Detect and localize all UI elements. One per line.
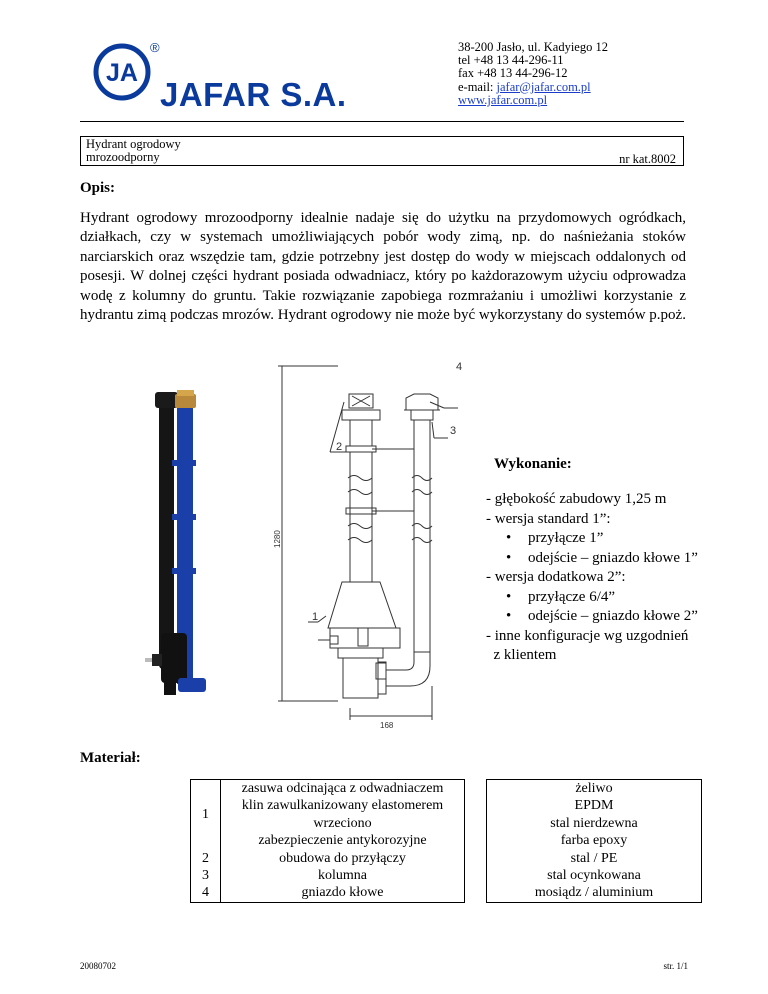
execution-bullet: • odejście – gniazdo kłowe 2” (486, 607, 698, 627)
company-name: JAFAR S.A. (160, 76, 347, 113)
address-line: 38-200 Jasło, ul. Kadyiego 12 (458, 40, 608, 54)
table-cell-number: 4 (191, 884, 221, 902)
table-gap (465, 780, 487, 798)
table-gap (465, 815, 487, 832)
product-name (86, 138, 181, 164)
table-cell-description: zasuwa odcinająca z odwadniaczem (221, 780, 465, 798)
phone-line: tel +48 13 44-296-11 (458, 53, 564, 68)
material-heading: Materiał: (80, 750, 141, 766)
product-name-line2: mrozoodporny (86, 150, 160, 164)
execution-bullet: • przyłącze 6/4” (486, 588, 698, 608)
fax-line: fax +48 13 44-296-12 (458, 66, 568, 81)
logo-letters: JA (106, 59, 138, 87)
page-number: str. 1/1 (663, 961, 688, 971)
table-cell-material: farba epoxy (487, 832, 702, 849)
table-cell-description: zabezpieczenie antykorozyjne (221, 832, 465, 849)
width-dimension: 168 (380, 721, 394, 730)
hydrant-photo (145, 388, 225, 706)
header-rule (80, 121, 684, 122)
table-row (191, 797, 702, 814)
table-cell-material: stal nierdzewna (487, 815, 702, 832)
table-row (191, 832, 702, 849)
table-cell-number: 3 (191, 867, 221, 884)
catalog-number: nr kat.8002 (619, 152, 676, 166)
table-gap (465, 832, 487, 849)
execution-bullet: • przyłącze 1” (486, 529, 698, 549)
table-cell-description: klin zawulkanizowany elastomerem (221, 797, 465, 814)
drawing-label-2: 2 (336, 441, 343, 453)
table-row (191, 884, 702, 902)
table-cell-description: gniazdo kłowe (221, 884, 465, 902)
document-date: 20080702 (80, 961, 116, 971)
execution-item: - wersja dodatkowa 2”: (486, 569, 626, 585)
email-prefix: e-mail: (458, 79, 497, 94)
table-cell-material: EPDM (487, 797, 702, 814)
description-text: Hydrant ogrodowy mrozoodporny idealnie nadaje się do użytku na przydomowych ogródkach, działkach, czy w systemach umożliwiających pobór wody zimą, np. do naśnieżania stoków narciarskich oraz wszędzie tam, gdzie potrzebny jest dostęp do wody w miejscach oddalonych od posesji. W dolnej części hydrant posiada odwadniacz, który po każdorazowym użyciu odprowadza wodę z kolumny do gruntu. Takie rozwiązanie zapobiega rozmrażaniu i umożliwi korzystanie z hydrantu zimą podczas mrozów. Hydrant ogrodowy nie może być wykorzystany do systemów p.poż. (80, 210, 686, 324)
table-row (191, 815, 702, 832)
execution-heading: Wykonanie: (494, 456, 572, 472)
table-gap (465, 850, 487, 867)
table-cell-material: mosiądz / aluminium (487, 884, 702, 902)
website-line (458, 94, 608, 107)
drawing-label-4: 4 (456, 361, 463, 373)
table-cell-number: 2 (191, 850, 221, 867)
email-link[interactable]: jafar@jafar.com.pl (496, 79, 591, 94)
table-row (191, 867, 702, 884)
description-heading: Opis: (80, 180, 116, 196)
table-gap (465, 797, 487, 814)
company-address (458, 41, 608, 107)
product-name-line1: Hydrant ogrodowy (86, 137, 181, 151)
execution-bullet: • odejście – gniazdo kłowe 1” (486, 549, 698, 569)
table-cell-material: stal ocynkowana (487, 867, 702, 884)
drawing-label-3: 3 (450, 425, 457, 437)
registered-mark: ® (150, 40, 160, 55)
drawing-label-1: 1 (312, 611, 319, 623)
height-dimension: 1280 (273, 530, 282, 548)
table-cell-description: wrzeciono (221, 815, 465, 832)
execution-item: - wersja standard 1”: (486, 510, 611, 527)
table-cell-material: żeliwo (487, 780, 702, 798)
table-cell-number: 1 (191, 780, 221, 850)
material-table (190, 779, 702, 903)
execution-item: - głębokość zabudowy 1,25 m (486, 491, 667, 507)
table-gap (465, 867, 487, 884)
company-logo (92, 42, 152, 102)
execution-item: z klientem (486, 647, 557, 663)
table-cell-material: stal / PE (487, 850, 702, 867)
table-row (191, 850, 702, 867)
table-cell-description: kolumna (221, 867, 465, 884)
execution-item: - inne konfiguracje wg uzgodnień (486, 627, 689, 644)
table-cell-description: obudowa do przyłączy (221, 850, 465, 867)
technical-drawing (270, 358, 470, 733)
execution-list (486, 490, 698, 666)
table-row (191, 780, 702, 798)
website-link[interactable]: www.jafar.com.pl (458, 92, 548, 107)
table-gap (465, 884, 487, 902)
